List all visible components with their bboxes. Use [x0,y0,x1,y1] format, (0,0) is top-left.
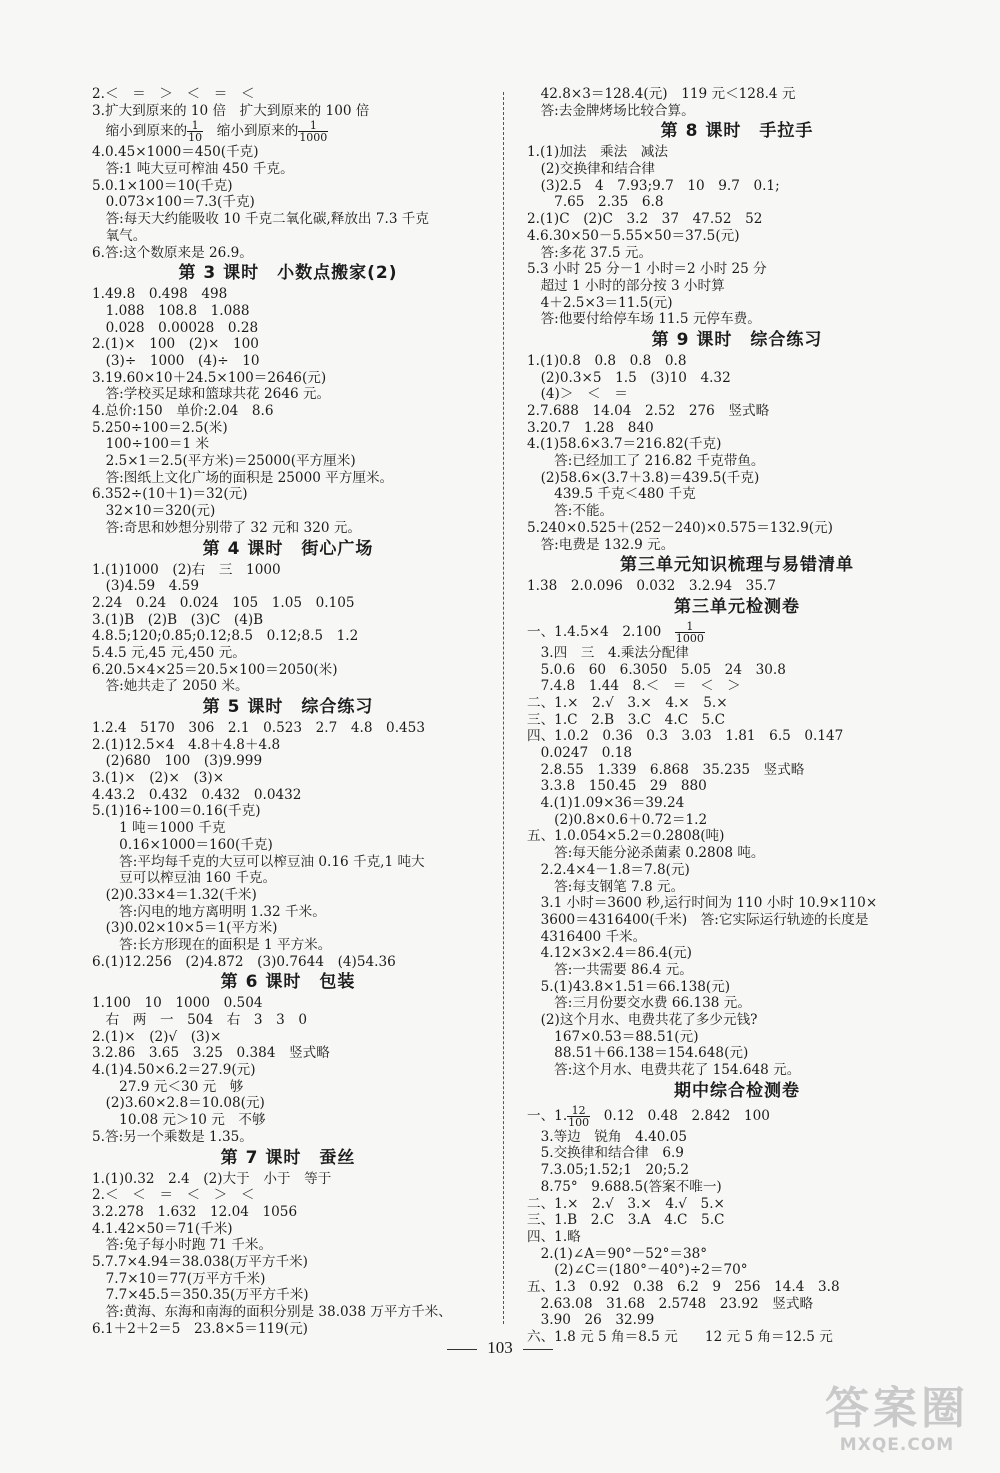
answer-line: 答:学校买足球和篮球共花 2646 元。 [92,386,331,403]
section-heading: 期中综合检测卷 [674,1080,800,1101]
section-heading: 第 4 课时 街心广场 [202,538,374,559]
answer-line: 5.4.5 元,45 元,450 元。 [92,644,246,661]
fraction-denominator: 1000 [299,131,328,145]
answer-line: 6.20.5×4×25＝20.5×100＝2050(米) [92,661,338,678]
answer-line: 4＋2.5×3＝11.5(元) [527,294,673,311]
answer-line: 0.028 0.00028 0.28 [92,319,259,336]
answer-line: 三、1.C 2.B 3.C 4.C 5.C [527,711,726,728]
answer-line: 1.(1)加法 乘法 减法 [527,144,668,161]
section-heading: 第 8 课时 手拉手 [660,121,814,142]
answer-line: 3.20.7 1.28 840 [527,419,654,436]
answer-line: 4.43.2 0.432 0.432 0.0432 [92,786,302,803]
answer-line: 5.(1)43.8×1.51＝66.138(元) [527,978,731,995]
answer-line: 答:不能。 [527,503,614,520]
answer-line: 5.答:另一个乘数是 1.35。 [92,1128,253,1145]
answer-line: 2.7.688 14.04 2.52 276 竖式略 [527,403,770,419]
answer-line: 答:1 吨大豆可榨油 450 千克。 [92,161,294,178]
answer-line: 2.＜ ＝ ＞ ＜ ＝ ＜ [92,86,255,102]
answer-line: 4.12×3×2.4＝86.4(元) [527,945,692,962]
answer-line-with-fraction [527,620,947,645]
answer-line: 1.49.8 0.498 498 [92,286,228,303]
answer-line: (2)这个月水、电费共花了多少元钱? [527,1012,758,1028]
fraction-denominator: 100 [568,1115,590,1129]
answer-line: 7.3.05;1.52;1 20;5.2 [527,1162,689,1179]
answer-line: 4.(1)4.50×6.2＝27.9(元) [92,1062,256,1079]
answer-line: 超过 1 小时的部分按 3 小时算 [527,277,725,294]
answer-line: 100÷100＝1 米 [92,436,210,453]
answer-line: 1.100 10 1000 0.504 [92,995,263,1012]
answer-line: 0.073×100＝7.3(千克) [92,194,255,211]
answer-line: 答:图纸上文化广场的面积是 25000 平方厘米。 [92,469,394,486]
page-number-text: 103 [487,1338,513,1357]
page-number [0,1338,1000,1358]
answer-line: 五、1.0.054×5.2＝0.2808(吨) [527,828,725,845]
answer-line: 答:她共走了 2050 米。 [92,678,249,695]
answer-line: (2)交换律和结合律 [527,161,656,178]
answer-line: 1 吨＝1000 千克 [92,820,226,837]
answer-line: 42.8×3＝128.4(元) 119 元＜128.4 元 [527,86,796,102]
section-heading: 第 9 课时 综合练习 [651,329,823,350]
answer-line: 5.0.6 60 6.3050 5.05 24 30.8 [527,661,786,678]
answer-line: 27.9 元＜30 元 够 [92,1078,244,1095]
answer-line: 1.(1)1000 (2)右 三 1000 [92,561,281,578]
answer-line: (3)2.5 4 7.93;9.7 10 9.7 0.1; [527,177,780,194]
answer-line: 5.7.7×4.94＝38.038(万平方千米) [92,1253,308,1270]
answer-line: 7.7×10＝77(万平方千米) [92,1270,266,1287]
answer-line: 2.＜ ＜ ＝ ＜ ＞ ＜ [92,1187,255,1204]
answer-line: 6.(1)12.256 (2)4.872 (3)0.7644 (4)54.36 [92,953,396,970]
answer-line: 答:三月份要交水费 66.138 元。 [527,995,751,1012]
answer-line: 3.2.278 1.632 12.04 1056 [92,1203,298,1220]
answer-line: (2)3.60×2.8＝10.08(元) [92,1095,265,1112]
answer-line: (2)0.3×5 1.5 (3)10 4.32 [527,369,731,386]
answer-line: 439.5 千克＜480 千克 [527,486,696,503]
answer-line: 3.等边 锐角 4.40.05 [527,1128,688,1145]
answer-line: 五、1.3 0.92 0.38 6.2 9 256 14.4 3.8 [527,1278,840,1295]
answer-line: 1.(1)0.32 2.4 (2)大于 小于 等于 [92,1170,332,1187]
answer-line: 答:多花 37.5 元。 [527,244,653,261]
answer-line: 2.63.08 31.68 2.5748 23.92 竖式略 [527,1295,814,1312]
answer-line: 四、1.略 [527,1228,581,1245]
answer-line: 答:每支钢笔 7.8 元。 [527,878,685,895]
answer-line: (2)0.8×0.6＋0.72＝1.2 [527,811,708,828]
answer-line: 4.总价:150 单价:2.04 8.6 [92,403,274,419]
left-answer-column [92,86,484,1337]
answer-text: 0.12 0.48 2.842 100 [590,1107,770,1124]
answer-line: 答:去金牌烤场比较合算。 [527,102,695,119]
answer-line-with-fraction [92,119,484,144]
answer-line: 二、1.× 2.√ 3.× 4.√ 5.× [527,1195,725,1212]
answer-line: 3.扩大到原来的 10 倍 扩大到原来的 100 倍 [92,102,370,119]
watermark-title: 答案圈 [825,1383,969,1434]
answer-line: 10.08 元＞10 元 不够 [92,1112,266,1129]
answer-line: 答:每天大约能吸收 10 千克二氧化碳,释放出 7.3 千克 [92,211,429,228]
answer-line: 7.65 2.35 6.8 [527,194,664,211]
section-heading: 第 7 课时 蚕丝 [220,1147,356,1168]
section-heading: 第三单元检测卷 [674,596,800,617]
column-divider [503,92,504,1324]
watermark-logo [812,1383,982,1463]
answer-line: 答:每天能分泌杀菌素 0.2808 吨。 [527,845,765,862]
answer-line: 4.(1)1.09×36＝39.24 [527,795,685,812]
answer-line: 3.(1)B (2)B (3)C (4)B [92,611,264,628]
answer-line: 6.答:这个数原来是 26.9。 [92,244,253,261]
answer-line: 4.8.5;120;0.85;0.12;8.5 0.12;8.5 1.2 [92,628,359,645]
answer-line: 2.(1)C (2)C 3.2 37 47.52 52 [527,211,763,228]
answer-text: 一、1.4.5×4 2.100 [527,623,675,640]
answer-line: 氧气。 [92,227,147,244]
answer-line: 2.(1)∠A＝90°－52°＝38° [527,1245,708,1262]
fraction-denominator: 10 [188,131,203,145]
fraction-denominator: 1000 [675,631,704,645]
answer-line: 4.1.42×50＝71(千米) [92,1220,233,1237]
answer-line: (3)0.02×10×5＝1(平方米) [92,920,278,937]
answer-line: 0.16×1000＝160(千克) [92,836,273,853]
answer-line: 答:他要付给停车场 11.5 元停车费。 [527,311,761,328]
answer-line: 4316400 千米。 [527,928,647,945]
answer-line: 5.0.1×100＝10(千克) [92,177,233,194]
answer-line: 32×10＝320(元) [92,503,216,520]
answer-line: 5.(1)16÷100＝0.16(千克) [92,803,261,820]
answer-line: 88.51＋66.138＝154.648(元) [527,1045,749,1062]
watermark-url: MXQE.COM [839,1435,955,1455]
answer-line: 答:一共需要 86.4 元。 [527,961,693,978]
answer-line: 5.交换律和结合律 6.9 [527,1145,684,1162]
answer-line: 答:已经加工了 216.82 千克带鱼。 [527,453,765,470]
fraction-numerator: 1 [298,120,328,132]
answer-line: 4.(1)58.6×3.7＝216.82(千克) [527,436,722,453]
fraction-numerator: 1 [675,621,705,633]
fraction-numerator: 12 [567,1105,590,1117]
answer-line-with-fraction [527,1104,947,1129]
answer-line: 4.6.30×50－5.55×50＝37.5(元) [527,227,740,244]
answer-line: 5.3 小时 25 分－1 小时＝2 小时 25 分 [527,261,767,278]
answer-line: 答:平均每千克的大豆可以榨豆油 0.16 千克,1 吨大 [92,853,425,870]
answer-line: 3.1 小时＝3600 秒,运行时间为 110 小时 10.9×110× [527,895,878,912]
section-heading: 第 6 课时 包装 [220,972,356,993]
answer-line: 2.(1)12.5×4 4.8＋4.8＋4.8 [92,736,281,753]
answer-text: 一、1. [527,1107,568,1124]
fraction [298,120,328,143]
answer-line: 2.(1)× (2)√ (3)× [92,1028,222,1045]
answer-line: 6.1＋2＋2＝5 23.8×5＝119(元) [92,1320,308,1337]
answer-line: 答:这个月水、电费共花了 154.648 元。 [527,1062,801,1079]
answer-line: (2)0.33×4＝1.32(千米) [92,886,257,903]
answer-line: 7.7×45.5＝350.35(万平方千米) [92,1287,309,1304]
answer-line: 右 两 一 504 右 3 3 0 [92,1012,308,1028]
answer-line: (2)58.6×(3.7＋3.8)＝439.5(千克) [527,469,760,486]
answer-line: 3.90 26 32.99 [527,1312,655,1329]
answer-line: 答:闪电的地方离明明 1.32 千米。 [92,903,326,920]
answer-line: 答:黄海、东海和南海的面积分别是 38.038 万平方千米、 [92,1304,452,1320]
page-number-dash-left [447,1349,477,1350]
answer-line: 8.75° 9.688.5(答案不唯一) [527,1178,722,1195]
answer-line: 豆可以榨豆油 160 千克。 [92,870,277,887]
answer-line: 1.088 108.8 1.088 [92,302,250,319]
answer-line: (4)＞ ＜ ＝ [527,386,628,403]
fraction-numerator: 1 [187,120,203,132]
fraction [567,1105,590,1128]
answer-line: 3.2.86 3.65 3.25 0.384 竖式略 [92,1045,330,1062]
answer-line: 2.8.55 1.339 6.868 35.235 竖式略 [527,761,805,778]
answer-line: 二、1.× 2.√ 3.× 4.× 5.× [527,694,728,711]
answer-line: (2)680 100 (3)9.999 [92,753,263,770]
answer-line: 5.240×0.525＋(252－240)×0.575＝132.9(元) [527,519,833,536]
answer-line: 3.3.8 150.45 29 880 [527,778,707,795]
answer-line: (3)4.59 4.59 [92,578,199,595]
answer-line: 3600＝4316400(千米) 答:它实际运行轨迹的长度是 [527,911,869,928]
answer-text: 缩小到原来的 [92,123,188,140]
answer-line: 四、1.0.2 0.36 0.3 3.03 1.81 6.5 0.147 [527,728,844,745]
answer-line: 2.24 0.24 0.024 105 1.05 0.105 [92,594,355,611]
fraction [675,621,705,644]
answer-line: 2.2.4×4－1.8＝7.8(元) [527,861,690,878]
answer-line: 答:长方形现在的面积是 1 平方米。 [92,936,332,953]
answer-line: 3.19.60×10＋24.5×100＝2646(元) [92,369,327,386]
section-heading: 第 3 课时 小数点搬家(2) [178,263,398,284]
answer-line: (3)÷ 1000 (4)÷ 10 [92,352,260,369]
answer-line: 0.0247 0.18 [527,745,633,761]
fraction [187,120,203,143]
answer-line: 3.(1)× (2)× (3)× [92,770,225,787]
answer-line: 答:奇思和妙想分别带了 32 元和 320 元。 [92,519,362,536]
answer-text: 缩小到原来的 [203,123,299,140]
answer-line: 答:电费是 132.9 元。 [527,536,675,553]
section-heading: 第 5 课时 综合练习 [202,697,374,717]
answer-line: 7.4.8 1.44 8.＜ ＝ ＜ ＞ [527,678,741,695]
section-heading: 第三单元知识梳理与易错清单 [620,555,854,576]
right-answer-column [527,86,947,1346]
answer-line: 5.250÷100＝2.5(米) [92,419,228,436]
page-number-dash-right [523,1349,553,1350]
answer-line: 1.2.4 5170 306 2.1 0.523 2.7 4.8 0.453 [92,720,425,736]
answer-line: 1.(1)0.8 0.8 0.8 0.8 [527,352,687,369]
answer-line: 2.(1)× 100 (2)× 100 [92,336,259,353]
answer-line: (2)∠C＝(180°－40°)÷2＝70° [527,1262,748,1279]
answer-line: 1.38 2.0.096 0.032 3.2.94 35.7 [527,578,776,595]
answer-line: 4.0.45×1000＝450(千克) [92,144,259,161]
answer-line: 答:兔子每小时跑 71 千米。 [92,1237,273,1254]
answer-line: 六、1.8 元 5 角＝8.5 元 12 元 5 角＝12.5 元 [527,1329,833,1345]
answer-line: 6.352÷(10＋1)＝32(元) [92,486,248,503]
answer-line: 3.四 三 4.乘法分配律 [527,644,689,661]
answer-line: 三、1.B 2.C 3.A 4.C 5.C [527,1212,725,1229]
answer-line: 167×0.53＝88.51(元) [527,1028,699,1045]
answer-line: 2.5×1＝2.5(平方米)＝25000(平方厘米) [92,453,356,470]
